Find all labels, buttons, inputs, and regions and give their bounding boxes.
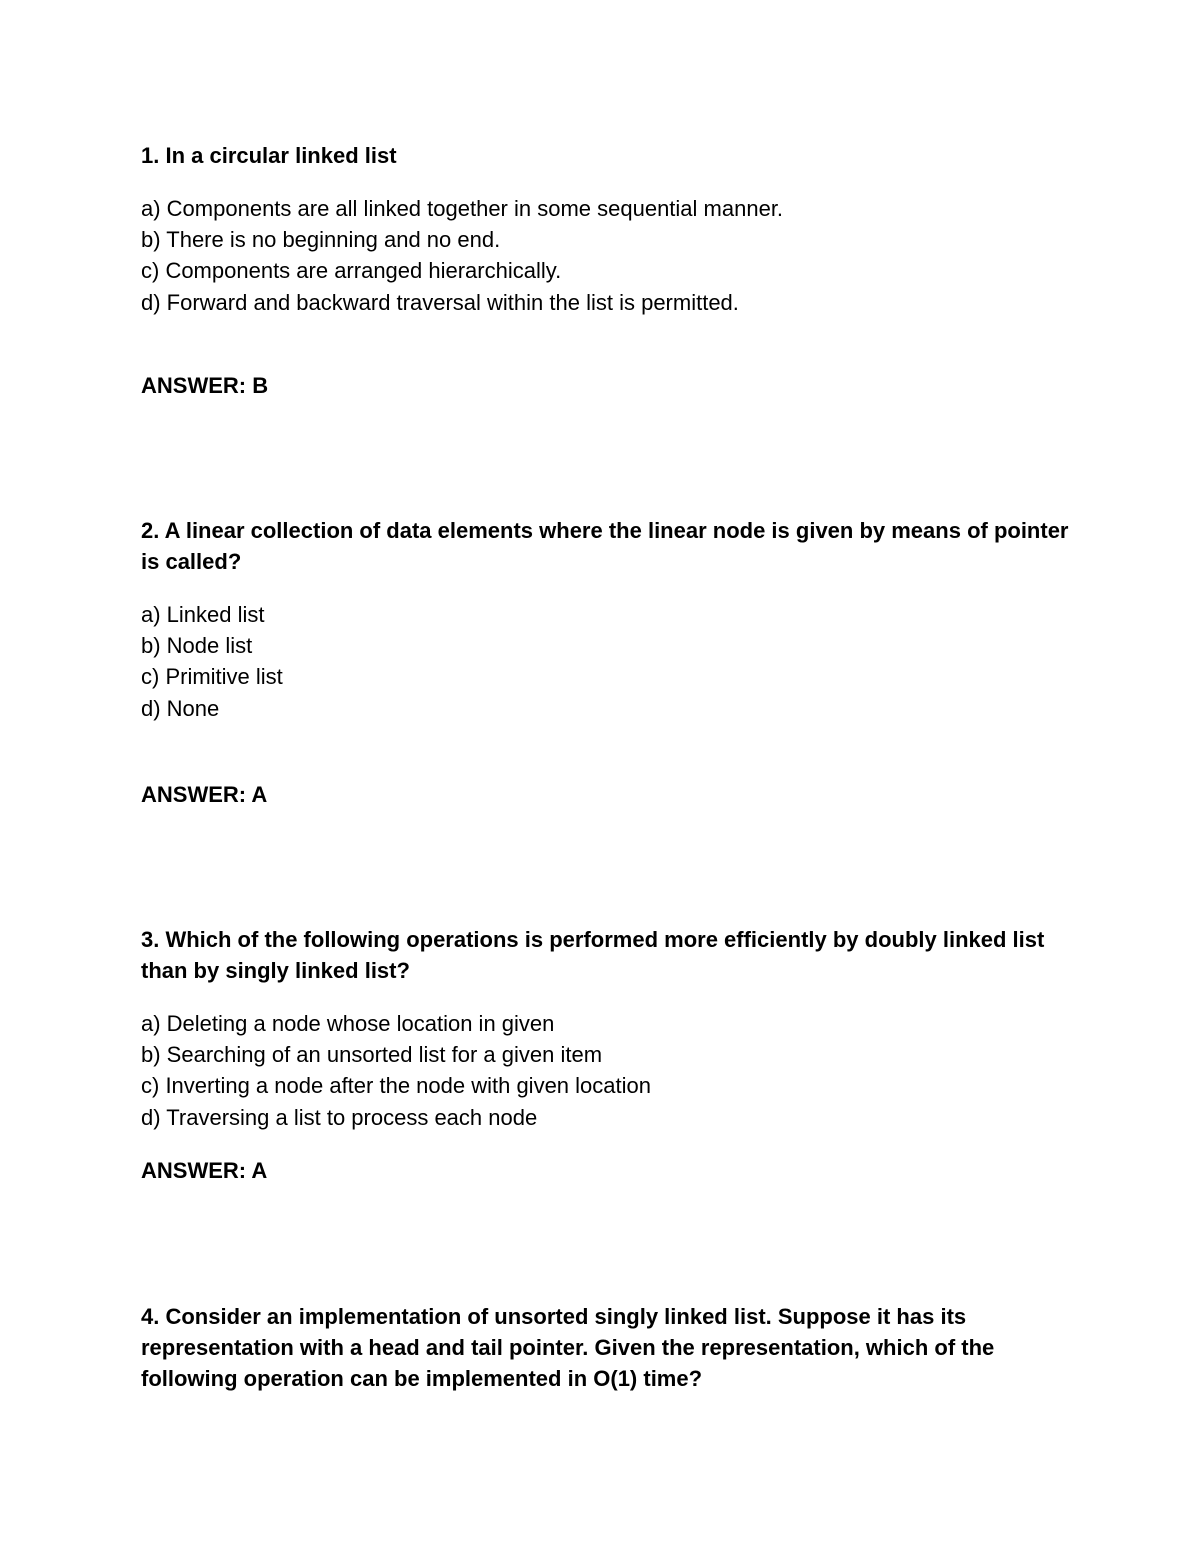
option-a: a) Deleting a node whose location in given [141, 1011, 555, 1036]
option-d: d) Traversing a list to process each node [141, 1104, 538, 1130]
question-4 [141, 1301, 1081, 1394]
option-b: b) Searching of an unsorted list for a given item [141, 1042, 603, 1068]
question-2-title: 2. A linear collection of data elements where the linear node is given by means of pointer is called? [141, 518, 1069, 574]
option-d: d) Forward and backward traversal within the list is permitted. [141, 289, 739, 315]
option-c: c) Components are arranged hierarchically. [141, 258, 562, 284]
option-d: d) None [141, 695, 220, 721]
question-2-answer: ANSWER: A [141, 782, 268, 807]
option-a: a) Components are all linked together in some sequential manner. [141, 196, 784, 221]
question-1-title: 1. In a circular linked list [141, 143, 397, 168]
option-b: b) Node list [141, 633, 253, 659]
question-2 [141, 515, 1081, 724]
question-2-options [141, 599, 1081, 724]
question-3 [141, 924, 1081, 1133]
question-1 [141, 140, 1081, 318]
question-3-options [141, 1008, 1081, 1133]
question-3-answer: ANSWER: A [141, 1158, 268, 1183]
question-4-title: 4. Consider an implementation of unsorted singly linked list. Suppose it has its representation with a head and tail pointer. Given the representation, which of the following operation can be implemented in O(1) time? [141, 1304, 995, 1391]
option-b: b) There is no beginning and no end. [141, 227, 501, 253]
question-1-answer: ANSWER: B [141, 373, 269, 398]
option-a: a) Linked list [141, 602, 265, 627]
option-c: c) Primitive list [141, 664, 283, 690]
option-c: c) Inverting a node after the node with given location [141, 1073, 651, 1099]
question-3-title: 3. Which of the following operations is performed more efficiently by doubly linked list than by singly linked list? [141, 927, 1045, 983]
question-1-options [141, 193, 1081, 318]
